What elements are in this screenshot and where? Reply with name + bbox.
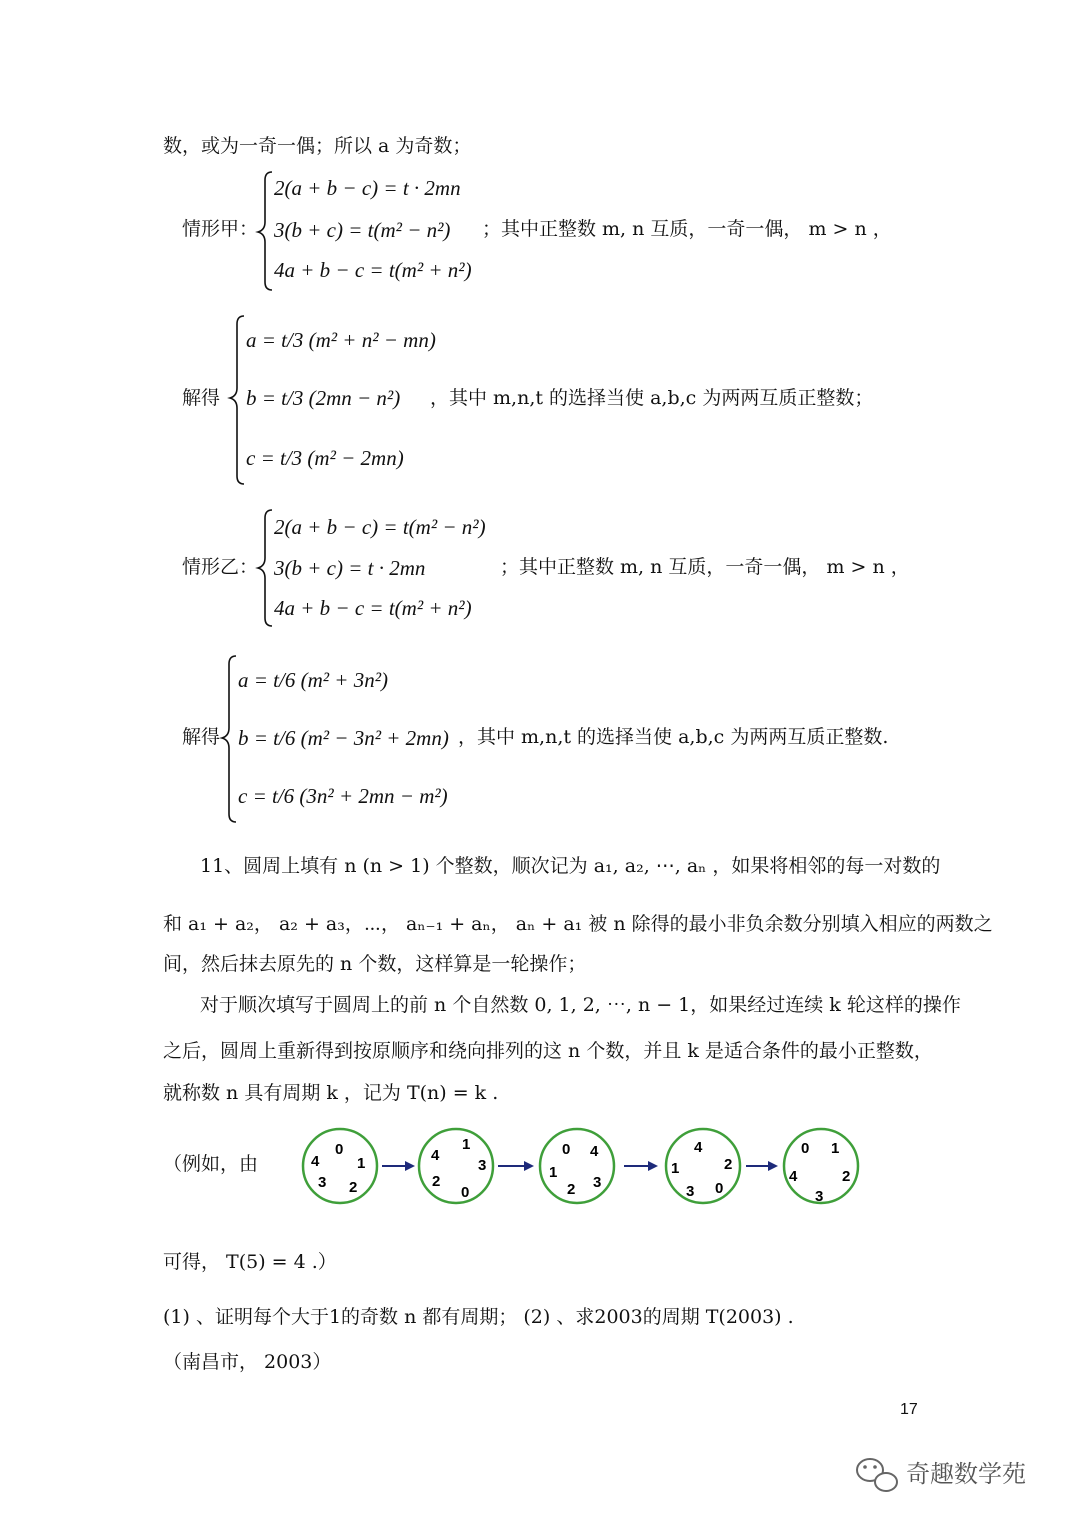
problem11-line4: 对于顺次填写于圆周上的前 n 个自然数 0, 1, 2, ⋯, n − 1，如果经过连续 k 轮这样的操作 bbox=[200, 994, 961, 1016]
problem11-line1: 11、圆周上填有 n (n > 1) 个整数，顺次记为 a₁, a₂, ⋯, aₙ ，如果将相邻的每一对数的 bbox=[200, 855, 941, 877]
solve-label-1: 解得 bbox=[182, 387, 221, 409]
solution1-note: ，其中 m,n,t 的选择当使 a,b,c 为两两互质正整数； bbox=[430, 387, 874, 409]
svg-text:1: 1 bbox=[462, 1136, 471, 1153]
problem11-line6: 就称数 n 具有周期 k ，记为 T(n) = k . bbox=[163, 1082, 499, 1104]
solution1-a: a = t/3 (m² + n² − mn) bbox=[246, 328, 436, 352]
svg-text:0: 0 bbox=[562, 1141, 571, 1158]
svg-text:3: 3 bbox=[686, 1183, 695, 1200]
page-number: 17 bbox=[900, 1401, 918, 1418]
solution2-note: ，其中 m,n,t 的选择当使 a,b,c 为两两互质正整数. bbox=[458, 726, 889, 748]
svg-text:4: 4 bbox=[311, 1153, 320, 1170]
svg-text:4: 4 bbox=[789, 1168, 798, 1185]
solution1-b: b = t/3 (2mn − n²) bbox=[246, 386, 401, 410]
svg-text:1: 1 bbox=[357, 1155, 366, 1172]
problem11-line3: 间，然后抹去原先的 n 个数，这样算是一轮操作； bbox=[163, 953, 587, 975]
svg-text:2: 2 bbox=[567, 1181, 576, 1198]
svg-text:0: 0 bbox=[461, 1184, 470, 1201]
case-a-label: 情形甲： bbox=[182, 218, 259, 240]
svg-text:4: 4 bbox=[590, 1143, 599, 1160]
system2-eq1: 2(a + b − c) = t(m² − n²) bbox=[274, 515, 486, 539]
case-b-label: 情形乙： bbox=[182, 556, 259, 578]
system1-eq2: 3(b + c) = t(m² − n²) bbox=[274, 218, 451, 242]
svg-text:3: 3 bbox=[478, 1157, 487, 1174]
svg-text:1: 1 bbox=[671, 1160, 680, 1177]
svg-text:4: 4 bbox=[694, 1139, 703, 1156]
svg-text:0: 0 bbox=[715, 1180, 724, 1197]
example-label: （例如，由 bbox=[163, 1153, 259, 1175]
system2-eq2: 3(b + c) = t · 2mn bbox=[274, 556, 426, 580]
solution2-b: b = t/6 (m² − 3n² + 2mn) bbox=[238, 726, 449, 750]
system2-eq3: 4a + b − c = t(m² + n²) bbox=[274, 596, 472, 620]
solution1-c: c = t/3 (m² − 2mn) bbox=[246, 446, 404, 470]
svg-text:0: 0 bbox=[801, 1140, 810, 1157]
solution2-a: a = t/6 (m² + 3n²) bbox=[238, 668, 389, 692]
problem11-line2: 和 a₁ + a₂， a₂ + a₃，⋯， aₙ₋₁ + aₙ， aₙ + a₁ 被 n 除得的最小非负余数分别填入相应的两数之 bbox=[163, 913, 993, 935]
svg-text:3: 3 bbox=[593, 1174, 602, 1191]
svg-text:2: 2 bbox=[349, 1179, 358, 1196]
svg-text:1: 1 bbox=[549, 1164, 558, 1181]
system1-eq1: 2(a + b − c) = t · 2mn bbox=[274, 176, 461, 200]
questions: (1) 、证明每个大于1的奇数 n 都有周期； (2) 、求2003的周期 T(2003) . bbox=[163, 1306, 794, 1328]
system1-note: ；其中正整数 m, n 互质，一奇一偶， m > n ， bbox=[482, 218, 892, 240]
svg-text:4: 4 bbox=[431, 1147, 440, 1164]
circle-1-label: 0 bbox=[335, 1141, 344, 1158]
svg-text:2: 2 bbox=[432, 1173, 441, 1190]
svg-text:3: 3 bbox=[318, 1174, 327, 1191]
watermark: 奇趣数学苑 bbox=[906, 1460, 1026, 1488]
problem11-line5: 之后，圆周上重新得到按原顺序和绕向排列的这 n 个数，并且 k 是适合条件的最小正整数， bbox=[163, 1040, 933, 1062]
system1-eq3: 4a + b − c = t(m² + n²) bbox=[274, 258, 472, 282]
svg-text:1: 1 bbox=[831, 1140, 840, 1157]
solve-label-2: 解得 bbox=[182, 726, 221, 748]
svg-text:2: 2 bbox=[724, 1156, 733, 1173]
example-result: 可得， T(5) = 4 .） bbox=[163, 1251, 337, 1273]
source: （南昌市， 2003） bbox=[163, 1351, 332, 1373]
svg-text:2: 2 bbox=[842, 1168, 851, 1185]
solution2-c: c = t/6 (3n² + 2mn − m²) bbox=[238, 784, 448, 808]
svg-text:3: 3 bbox=[815, 1188, 824, 1205]
text-line: 数，或为一奇一偶；所以 a 为奇数； bbox=[163, 135, 472, 157]
system2-note: ；其中正整数 m, n 互质，一奇一偶， m > n ， bbox=[500, 556, 910, 578]
